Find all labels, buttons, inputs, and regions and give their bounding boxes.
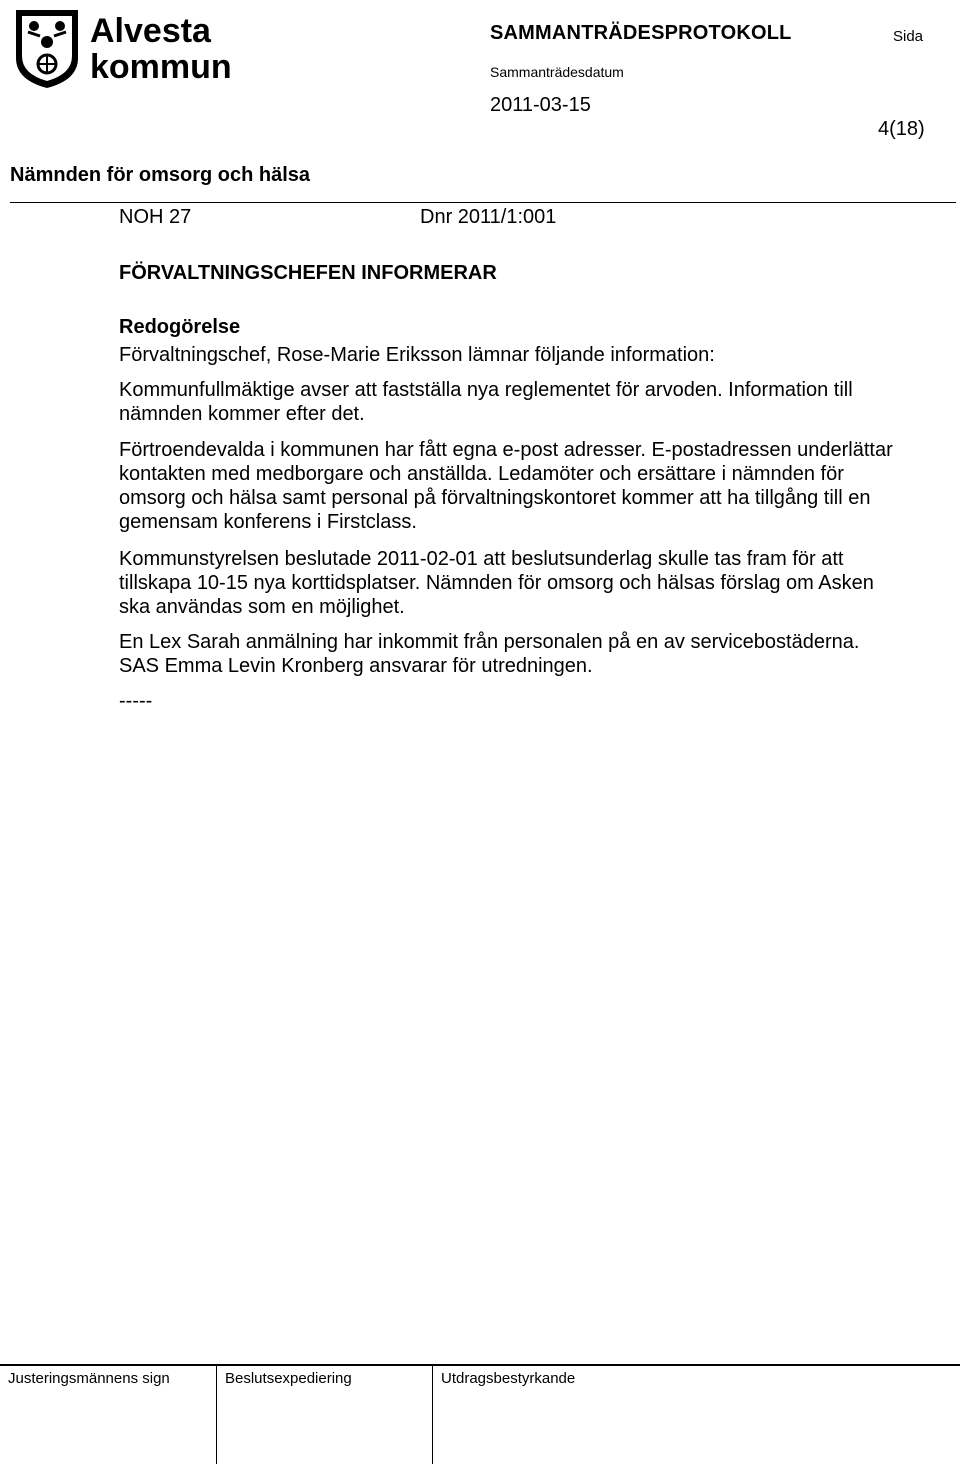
meeting-date: 2011-03-15 xyxy=(490,94,591,116)
paragraph: En Lex Sarah anmälning har inkommit från personalen på en av servicebostäderna. SAS Emma Levin Kronberg ansvarar för utredningen. xyxy=(119,631,860,677)
section-separator: ----- xyxy=(119,690,153,712)
lead-sentence: Förvaltningschef, Rose-Marie Eriksson lämnar följande information: xyxy=(119,344,715,366)
alvesta-kommun-logo xyxy=(14,6,244,90)
footer-label: Beslutsexpediering xyxy=(225,1370,352,1387)
paragraph: Kommunstyrelsen beslutade 2011-02-01 att beslutsunderlag skulle tas fram för att tillskapa 10-15 nya korttidsplatser. Nämnden för omsorg och hälsas förslag om Asken ska användas som en möjlighet. xyxy=(119,548,874,618)
footer-label: Justeringsmännens sign xyxy=(8,1370,170,1387)
paragraph: Kommunfullmäktige avser att fastställa nya reglementet för arvoden. Information till nämnden kommer efter det. xyxy=(119,379,853,425)
section-subheading: Redogörelse xyxy=(119,316,241,338)
footer-cell-signature xyxy=(0,1366,216,1464)
page-label: Sida xyxy=(893,28,924,45)
footer-cell-certification xyxy=(432,1366,960,1464)
header-divider xyxy=(10,202,956,203)
case-number: NOH 27 xyxy=(119,206,192,228)
page-number: 4(18) xyxy=(878,118,925,140)
protocol-title: SAMMANTRÄDESPROTOKOLL xyxy=(490,22,792,44)
logo-line-1: Alvesta xyxy=(90,12,211,50)
logo-line-2: kommun xyxy=(90,48,232,86)
diary-number: Dnr 2011/1:001 xyxy=(420,206,557,228)
case-heading: FÖRVALTNINGSCHEFEN INFORMERAR xyxy=(119,262,497,284)
municipal-crest-icon xyxy=(14,6,244,90)
footer-cell-dispatch xyxy=(216,1366,433,1464)
meeting-date-label: Sammanträdesdatum xyxy=(490,64,624,80)
paragraph: Förtroendevalda i kommunen har fått egna e-post adresser. E-postadressen underlättar kontakten med medborgare och anställda. Ledamöter och ersättare i nämnden för omsorg och hälsa samt personal på förvaltningskontoret kommer att ha tillgång till en gemensam konferens i Firstclass. xyxy=(119,439,893,533)
footer-label: Utdragsbestyrkande xyxy=(441,1370,576,1387)
committee-name: Nämnden för omsorg och hälsa xyxy=(10,164,311,186)
